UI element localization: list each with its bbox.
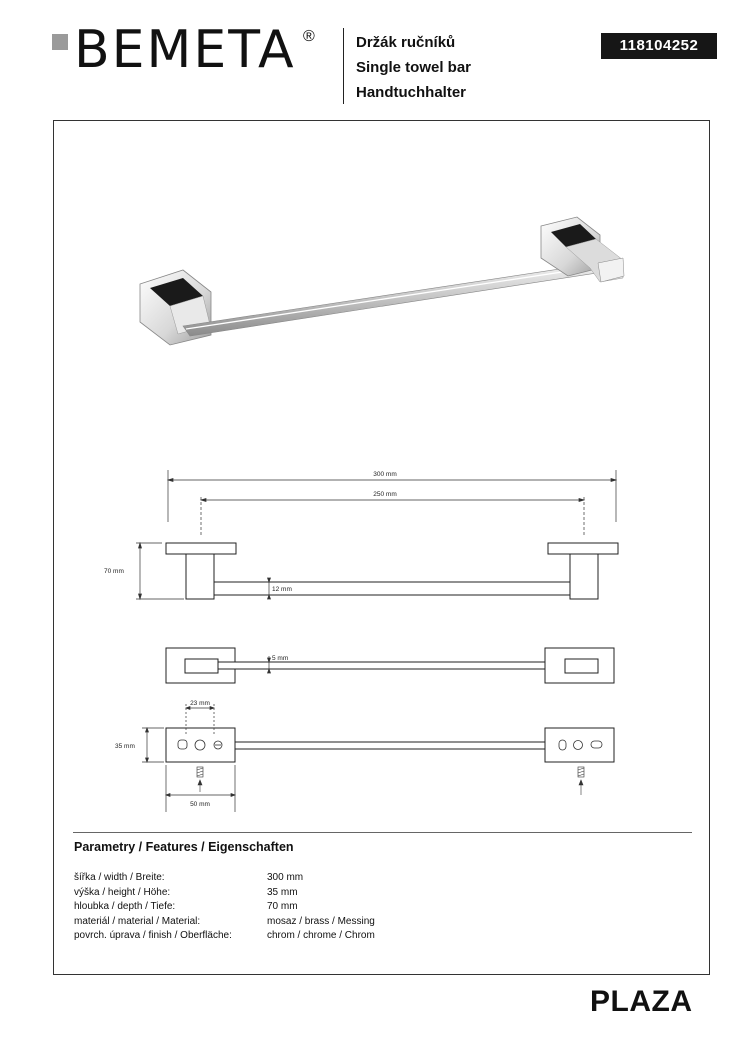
right-screw-marker xyxy=(578,767,584,795)
feature-label: šířka / width / Breite: xyxy=(74,872,165,883)
front-view xyxy=(166,728,614,762)
mount-distance-dimension xyxy=(201,497,584,535)
plate-height-dimension xyxy=(142,728,164,762)
feature-label: výška / height / Höhe: xyxy=(74,886,171,898)
bar-width-label: 5 mm xyxy=(272,655,289,662)
height-label: 70 mm xyxy=(104,568,124,575)
plate-height-label: 35 mm xyxy=(115,743,135,750)
feature-value: 300 mm xyxy=(267,872,304,883)
title-cz: Držák ručníků xyxy=(356,34,456,51)
features-separator xyxy=(73,832,692,833)
overall-width-label: 300 mm xyxy=(373,471,397,478)
feature-row xyxy=(74,929,375,944)
features-heading: Parametry / Features / Eigenschaften xyxy=(74,840,294,854)
product-code: 118104252 xyxy=(601,33,717,59)
brand-logo: BEMETA xyxy=(74,20,296,80)
feature-value: 70 mm xyxy=(267,901,298,912)
feature-value: mosaz / brass / Messing xyxy=(267,915,375,927)
feature-row xyxy=(74,886,375,901)
product-render xyxy=(140,217,624,345)
feature-label: materiál / material / Material: xyxy=(74,915,201,927)
hole-spacing-label: 23 mm xyxy=(190,700,210,707)
feature-row xyxy=(74,915,375,930)
left-screw-marker xyxy=(197,767,203,792)
bar-size-label: 12 mm xyxy=(272,586,292,593)
feature-row xyxy=(74,900,375,915)
registered-mark: ® xyxy=(303,28,315,45)
title-de: Handtuchhalter xyxy=(356,84,467,101)
features-table xyxy=(74,871,375,944)
side-view xyxy=(166,543,618,599)
mount-distance-label: 250 mm xyxy=(373,491,397,498)
feature-label: hloubka / depth / Tiefe: xyxy=(74,901,176,912)
feature-value: chrom / chrome / Chrom xyxy=(267,930,375,941)
feature-row xyxy=(74,871,375,886)
plate-width-label: 50 mm xyxy=(190,801,210,808)
feature-label: povrch. úprava / finish / Oberfläche: xyxy=(74,930,232,941)
top-view xyxy=(166,648,614,683)
series-name: PLAZA xyxy=(590,985,693,1018)
feature-value: 35 mm xyxy=(267,886,298,898)
left-plate-holes xyxy=(178,740,222,750)
title-en: Single towel bar xyxy=(356,59,472,76)
